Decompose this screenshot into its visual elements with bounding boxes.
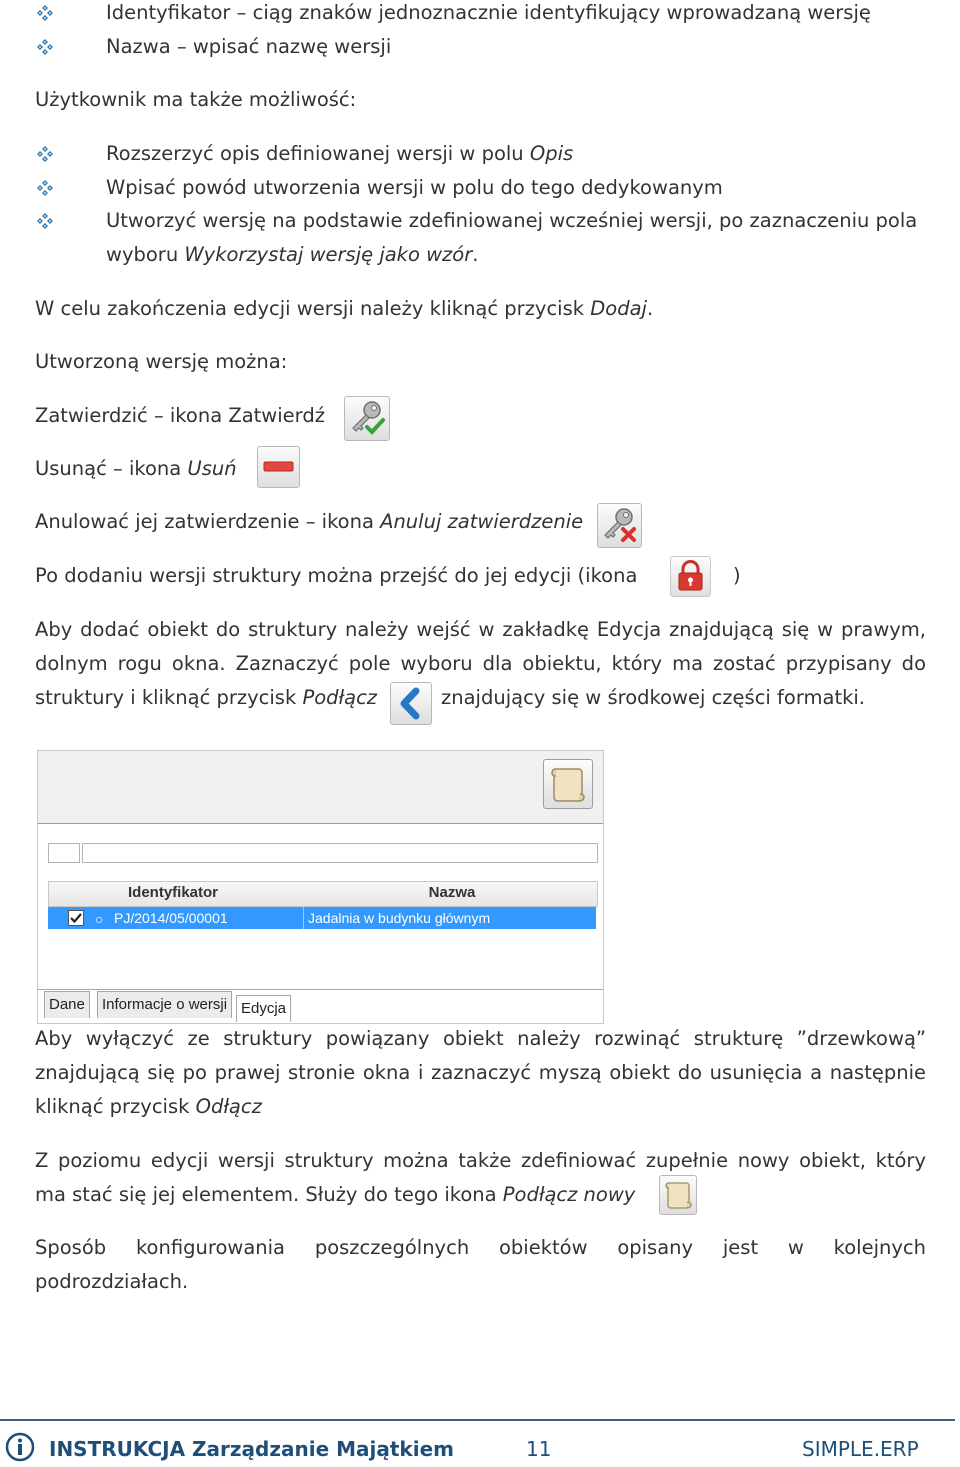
tab-dane[interactable]: Dane: [44, 991, 90, 1018]
cancel-approval-line: [35, 510, 583, 534]
remove-minus-icon[interactable]: [257, 446, 300, 488]
add-object-line3: [35, 686, 377, 710]
created-version-paragraph: Utworzoną wersję można:: [35, 350, 288, 373]
finish-text: W celu zakończenia edycji wersji należy kliknąć przycisk: [35, 297, 591, 320]
closing-parenthesis: ): [733, 564, 741, 587]
edit-structure-line: Po dodaniu wersji struktury można przejść do jej edycji (ikona: [35, 564, 638, 587]
config-line1: Sposób konfigurowania poszczególnych obiektów opisany jest w kolejnych: [35, 1236, 926, 1259]
tab-edycja[interactable]: Edycja: [236, 995, 291, 1022]
detach-text: kliknąć przycisk: [35, 1095, 196, 1118]
column-header-identifier[interactable]: Identyfikator: [127, 884, 218, 901]
tab-version-info[interactable]: Informacje o wersji: [97, 991, 232, 1018]
tab-bar-line: [38, 989, 603, 990]
add-object-text: struktury i kliknąć przycisk: [35, 686, 303, 709]
footer-brand: SIMPLE.ERP: [802, 1437, 919, 1461]
diamond-bullet-icon: [36, 38, 54, 56]
edit-lock-icon[interactable]: [670, 556, 711, 597]
define-new-text: ma stać się jej elementem. Służy do tego ikona: [35, 1183, 503, 1206]
icon-name-cancel-approval: Anuluj zatwierdzenie: [380, 510, 584, 533]
add-object-line2: dolnym rogu okna. Zaznaczyć pole wyboru dla obiektu, który ma zostać przypisany do: [35, 652, 926, 675]
detach-line2: znajdującą się po prawej stronie okna i zaznaczyć myszą obiekt do usunięcia a następnie: [35, 1061, 926, 1084]
diamond-bullet-icon: [36, 145, 54, 163]
config-line2: podrozdziałach.: [35, 1270, 189, 1293]
page-number: 11: [526, 1437, 552, 1461]
column-header-name[interactable]: Nazwa: [428, 884, 476, 901]
button-name-podlacz: Podłącz: [302, 686, 378, 709]
remove-line: [35, 457, 237, 481]
footer-title: INSTRUKCJA Zarządzanie Majątkiem: [49, 1437, 454, 1461]
field-name-opis: Opis: [529, 142, 574, 165]
filter-checkbox-cell[interactable]: [48, 843, 80, 863]
column-divider: [303, 907, 304, 929]
button-name-odlacz: Odłącz: [195, 1095, 262, 1118]
cancel-approval-key-icon[interactable]: [597, 503, 642, 548]
diamond-bullet-icon: [36, 179, 54, 197]
bullet-name: Nazwa – wpisać nazwę wersji: [106, 35, 392, 58]
approve-key-icon[interactable]: [344, 396, 390, 441]
row-checkbox[interactable]: [68, 910, 84, 926]
approve-line: Zatwierdzić – ikona Zatwierdź: [35, 404, 325, 427]
attach-new-scroll-icon[interactable]: [543, 759, 593, 809]
add-object-line1: Aby dodać obiekt do struktury należy wejść w zakładkę Edycja znajdującą się w prawym,: [35, 618, 926, 641]
icon-name-podlacz-nowy: Podłącz nowy: [502, 1183, 636, 1206]
define-new-line2: [35, 1183, 635, 1207]
row-bullet: ○: [95, 911, 104, 927]
diamond-bullet-icon: [36, 4, 54, 22]
detach-line1: Aby wyłączyć ze struktury powiązany obiekt należy rozwinąć strukturę ”drzewkową”: [35, 1027, 926, 1050]
finish-paragraph: [35, 297, 653, 321]
period: .: [646, 297, 654, 320]
button-name-dodaj: Dodaj: [590, 297, 647, 320]
filter-input[interactable]: [82, 843, 598, 863]
version-edit-screenshot: [37, 750, 604, 1024]
add-object-line3-end: znajdujący się w środkowej części formatki.: [441, 686, 866, 709]
row-identifier: PJ/2014/05/00001: [114, 910, 228, 926]
user-can-paragraph: Użytkownik ma także możliwość:: [35, 88, 357, 111]
info-icon: [5, 1432, 35, 1462]
row-name: Jadalnia w budynku głównym: [308, 910, 491, 926]
diamond-bullet-icon: [36, 212, 54, 230]
bullet-template-line2: [106, 243, 478, 267]
define-new-line1: Z poziomu edycji wersji struktury można także zdefiniować zupełnie nowy obiekt, który: [35, 1149, 926, 1172]
bullet-template-line1: Utworzyć wersję na podstawie zdefiniowanej wcześniej wersji, po zaznaczeniu pola: [106, 209, 918, 232]
bullet-reason: Wpisać powód utworzenia wersji w polu do tego dedykowanym: [106, 176, 723, 199]
remove-text: Usunąć – ikona: [35, 457, 188, 480]
bullet-description: [106, 142, 573, 166]
bullet-template-text: wyboru: [106, 243, 185, 266]
footer-rule: [0, 1419, 955, 1421]
bullet-identifier: Identyfikator – ciąg znaków jednoznacznie identyfikujący wprowadzaną wersję: [106, 1, 871, 24]
bullet-description-text: Rozszerzyć opis definiowanej wersji w polu: [106, 142, 530, 165]
cancel-approval-text: Anulować jej zatwierdzenie – ikona: [35, 510, 381, 533]
period: .: [472, 243, 479, 266]
field-name-template: Wykorzystaj wersję jako wzór: [184, 243, 473, 266]
attach-chevron-left-icon[interactable]: [390, 682, 432, 725]
detach-line3: [35, 1095, 262, 1119]
attach-new-scroll-icon[interactable]: [659, 1175, 697, 1215]
icon-name-usun: Usuń: [187, 457, 237, 480]
